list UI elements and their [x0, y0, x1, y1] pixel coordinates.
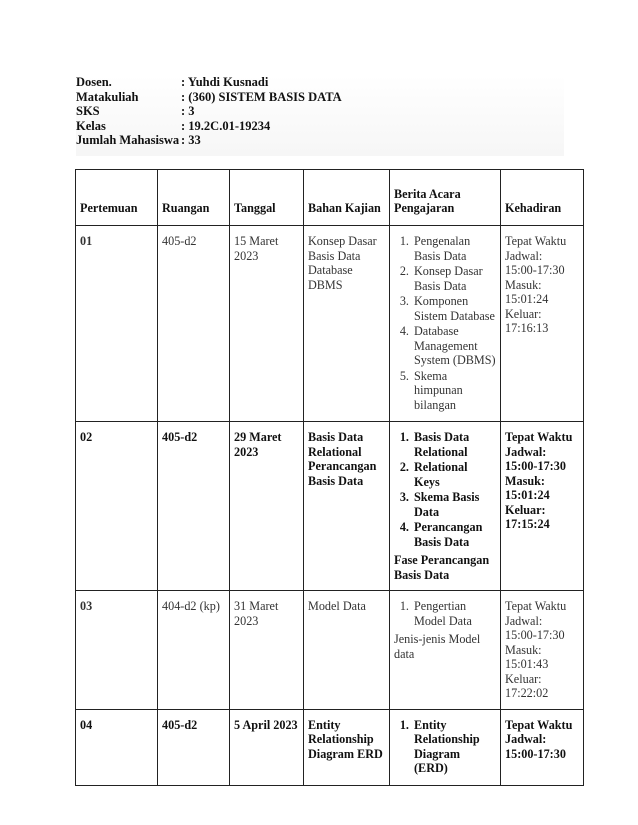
info-sks [76, 104, 564, 119]
info-label: Matakuliah [76, 89, 139, 104]
header-bahan-kajian: Bahan Kajian [304, 170, 390, 226]
header-ruangan: Ruangan [158, 170, 230, 226]
cell-bahan: Konsep Dasar Basis Data Database DBMS [304, 226, 390, 422]
kehadiran-line: Keluar: [505, 502, 546, 517]
list-item: 1. Pengertian Model Data [412, 599, 496, 628]
header-pertemuan: Pertemuan [76, 170, 158, 226]
kehadiran-line: Keluar: [505, 671, 542, 686]
cell-pertemuan: 02 [76, 422, 158, 591]
kehadiran-line: 15:01:43 [505, 657, 549, 671]
cell-bahan: Model Data [304, 591, 390, 710]
berita-extra: Jenis-jenis Model data [394, 632, 481, 661]
cell-pertemuan: 04 [76, 709, 158, 785]
kehadiran-line: Tepat Waktu [505, 599, 567, 613]
list-item: 1. Basis Data Relational [412, 430, 496, 459]
kehadiran-line: 17:15:24 [505, 517, 550, 531]
kehadiran-line: Jadwal: [505, 248, 543, 263]
table-row [76, 226, 584, 422]
kehadiran-line: Jadwal: [505, 732, 547, 746]
kehadiran-line: 15:01:24 [505, 488, 550, 502]
list-item: 3. Komponen Sistem Database [412, 294, 496, 323]
info-label: Kelas [76, 118, 106, 133]
kehadiran-line: Tepat Waktu [505, 234, 567, 248]
info-label: Dosen. [76, 75, 112, 89]
list-item: 2. Relational Keys [412, 460, 496, 489]
list-item: 1. Entity Relationship Diagram (ERD) [412, 718, 496, 776]
cell-kehadiran [501, 226, 584, 422]
cell-kehadiran [501, 422, 584, 591]
kehadiran-line: Masuk: [505, 277, 542, 292]
kehadiran-line: Keluar: [505, 306, 542, 321]
cell-kehadiran [501, 591, 584, 710]
kehadiran-line: 15:00-17:30 [505, 628, 565, 642]
list-item: 2. Konsep Dasar Basis Data [412, 264, 496, 293]
info-value: : 33 [181, 133, 201, 148]
cell-pertemuan: 01 [76, 226, 158, 422]
cell-tanggal: 5 April 2023 [230, 709, 304, 785]
berita-list [394, 430, 496, 549]
kehadiran-line: 15:00-17:30 [505, 459, 566, 473]
header-berita-acara: Berita Acara Pengajaran [390, 170, 501, 226]
cell-berita [390, 226, 501, 422]
info-value: : Yuhdi Kusnadi [181, 75, 269, 89]
cell-tanggal: 15 Maret 2023 [230, 226, 304, 422]
list-item: 4. Database Management System (DBMS) [412, 324, 496, 368]
cell-berita [390, 422, 501, 591]
table-row [76, 709, 584, 785]
list-item: 4. Perancangan Basis Data [412, 520, 496, 549]
cell-pertemuan: 03 [76, 591, 158, 710]
kehadiran-line: Jadwal: [505, 613, 543, 628]
cell-tanggal: 31 Maret 2023 [230, 591, 304, 710]
cell-berita [390, 591, 501, 710]
cell-ruangan: 405-d2 [158, 709, 230, 785]
info-dosen [76, 75, 564, 90]
table-row [76, 591, 584, 710]
info-kelas [76, 119, 564, 134]
kehadiran-line: Tepat Waktu [505, 430, 573, 444]
info-label: Jumlah Mahasiswa [76, 133, 180, 148]
kehadiran-line: 15:00-17:30 [505, 746, 566, 761]
kehadiran-line: 15:00-17:30 [505, 263, 565, 277]
cell-bahan: Basis Data Relational Perancangan Basis Data [304, 422, 390, 591]
kehadiran-line: Tepat Waktu [505, 717, 573, 732]
info-label: SKS [76, 104, 100, 119]
cell-berita [390, 709, 501, 785]
list-item: 3. Skema Basis Data [412, 490, 496, 519]
cell-ruangan: 405-d2 [158, 422, 230, 591]
attendance-table [75, 169, 584, 786]
table-row [76, 422, 584, 591]
info-jumlah [76, 133, 564, 148]
cell-ruangan: 404-d2 (kp) [158, 591, 230, 710]
info-matakuliah [76, 90, 564, 105]
berita-extra: Fase Perancangan Basis Data [394, 553, 490, 582]
header-kehadiran: Kehadiran [501, 170, 584, 226]
list-item: 1. Pengenalan Basis Data [412, 234, 496, 263]
kehadiran-line: 15:01:24 [505, 292, 549, 306]
info-value: : 19.2C.01-19234 [181, 118, 271, 133]
course-info [76, 75, 564, 156]
cell-tanggal: 29 Maret 2023 [230, 422, 304, 591]
header-tanggal: Tanggal [230, 170, 304, 226]
berita-list [394, 599, 496, 628]
list-item: 5. Skema himpunan bilangan [412, 369, 496, 413]
kehadiran-line: Jadwal: [505, 444, 547, 459]
table-header-row [76, 170, 584, 226]
kehadiran-line: Masuk: [505, 473, 545, 488]
cell-ruangan: 405-d2 [158, 226, 230, 422]
kehadiran-line: Masuk: [505, 642, 542, 657]
berita-list [394, 234, 496, 412]
cell-kehadiran [501, 709, 584, 785]
kehadiran-line: 17:16:13 [505, 321, 549, 335]
kehadiran-line: 17:22:02 [505, 686, 549, 700]
cell-bahan: Entity Relationship Diagram ERD [304, 709, 390, 785]
info-value: : 3 [181, 104, 195, 119]
info-value: : (360) SISTEM BASIS DATA [181, 89, 342, 104]
berita-list [394, 718, 496, 776]
